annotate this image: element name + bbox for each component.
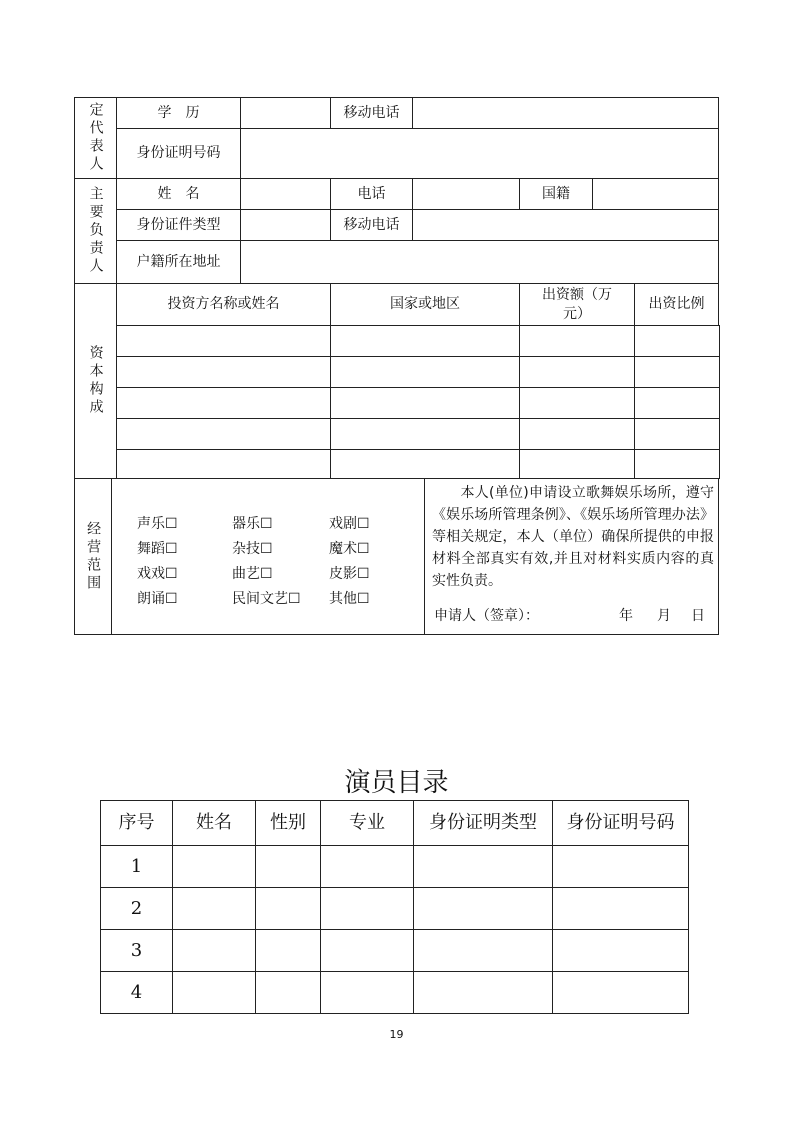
performers-cell[interactable] <box>255 887 321 930</box>
mobile-label: 移动电话 <box>330 97 413 129</box>
capital-header-ratio: 出资比例 <box>634 283 719 326</box>
education-label: 学 历 <box>116 97 241 129</box>
page-number: 19 <box>389 1028 404 1041</box>
month-label: 月 <box>657 608 671 624</box>
performers-header: 姓名 <box>172 800 256 846</box>
id-type-label: 身份证件类型 <box>116 209 241 241</box>
mobile-field[interactable] <box>412 97 719 129</box>
capital-cell[interactable] <box>116 449 331 479</box>
capital-cell[interactable] <box>330 449 520 479</box>
performers-cell[interactable] <box>413 929 553 972</box>
capital-cell[interactable] <box>519 387 635 419</box>
capital-cell[interactable] <box>116 387 331 419</box>
performers-cell[interactable] <box>172 845 256 888</box>
scope-item[interactable]: 民间文艺☐ <box>232 591 301 607</box>
signer-label: 申请人（签章）： <box>434 608 539 624</box>
scope-item[interactable]: 其他☐ <box>329 591 370 607</box>
row-number: 1 <box>100 845 173 888</box>
id-type-field[interactable] <box>240 209 331 241</box>
capital-header-investor: 投资方名称或姓名 <box>116 283 331 326</box>
capital-cell[interactable] <box>116 325 331 357</box>
principal-mobile-label: 移动电话 <box>330 209 413 241</box>
capital-cell[interactable] <box>519 325 635 357</box>
performers-header: 性别 <box>255 800 321 846</box>
scope-label: 经营范围 <box>74 478 112 635</box>
capital-cell[interactable] <box>519 449 635 479</box>
row-number: 3 <box>100 929 173 972</box>
performers-cell[interactable] <box>255 971 321 1014</box>
principal-label: 主要负责人 <box>74 178 117 284</box>
row-number: 4 <box>100 971 173 1014</box>
performers-header: 专业 <box>320 800 414 846</box>
performers-cell[interactable] <box>552 887 689 930</box>
capital-cell[interactable] <box>116 418 331 450</box>
capital-cell[interactable] <box>519 356 635 388</box>
capital-cell[interactable] <box>330 387 520 419</box>
id-number-field[interactable] <box>240 128 719 179</box>
capital-cell[interactable] <box>634 356 720 388</box>
capital-cell[interactable] <box>634 387 720 419</box>
performers-cell[interactable] <box>172 971 256 1014</box>
performers-cell[interactable] <box>172 929 256 972</box>
performers-cell[interactable] <box>552 971 689 1014</box>
capital-cell[interactable] <box>330 356 520 388</box>
scope-item[interactable]: 声乐☐ <box>137 516 178 532</box>
name-label: 姓 名 <box>116 178 241 210</box>
scope-item[interactable]: 皮影☐ <box>329 566 370 582</box>
phone-label: 电话 <box>330 178 413 210</box>
scope-item[interactable]: 朗诵☐ <box>137 591 178 607</box>
capital-cell[interactable] <box>634 449 720 479</box>
performers-title: 演员目录 <box>344 768 449 798</box>
performers-cell[interactable] <box>413 887 553 930</box>
principal-mobile-field[interactable] <box>412 209 719 241</box>
performers-cell[interactable] <box>413 845 553 888</box>
performers-cell[interactable] <box>413 971 553 1014</box>
capital-label: 资本构成 <box>74 283 117 479</box>
capital-cell[interactable] <box>116 356 331 388</box>
performers-header: 序号 <box>100 800 173 846</box>
scope-item[interactable]: 戏剧☐ <box>329 516 370 532</box>
capital-cell[interactable] <box>634 418 720 450</box>
performers-cell[interactable] <box>255 929 321 972</box>
scope-item[interactable]: 器乐☐ <box>232 516 273 532</box>
name-field[interactable] <box>240 178 331 210</box>
education-field[interactable] <box>240 97 331 129</box>
scope-item[interactable]: 舞蹈☐ <box>137 541 178 557</box>
performers-cell[interactable] <box>320 929 414 972</box>
performers-header: 身份证明号码 <box>552 800 689 846</box>
row-number: 2 <box>100 887 173 930</box>
day-label: 日 <box>691 608 705 624</box>
nationality-field[interactable] <box>592 178 719 210</box>
phone-field[interactable] <box>412 178 520 210</box>
performers-cell[interactable] <box>552 929 689 972</box>
scope-item[interactable]: 杂技☐ <box>232 541 273 557</box>
capital-header-country: 国家或地区 <box>330 283 520 326</box>
scope-item[interactable]: 戏戏☐ <box>137 566 178 582</box>
performers-cell[interactable] <box>552 845 689 888</box>
performers-cell[interactable] <box>320 845 414 888</box>
scope-item[interactable]: 魔术☐ <box>329 541 370 557</box>
performers-cell[interactable] <box>172 887 256 930</box>
declaration-text: 本人(单位)申请设立歌舞娱乐场所，遵守《娱乐场所管理条例》、《娱乐场所管理办法》等相关规定，本人（单位）确保所提供的申报材料全部真实有效,并且对材料实质内容的真实性负责。 <box>432 485 714 589</box>
scope-item[interactable]: 曲艺☐ <box>232 566 273 582</box>
year-label: 年 <box>619 608 633 624</box>
performers-cell[interactable] <box>255 845 321 888</box>
capital-cell[interactable] <box>519 418 635 450</box>
capital-cell[interactable] <box>330 418 520 450</box>
id-number-label: 身份证明号码 <box>116 128 241 179</box>
address-label: 户籍所在地址 <box>116 240 241 284</box>
performers-cell[interactable] <box>320 887 414 930</box>
nationality-label: 国籍 <box>519 178 593 210</box>
capital-header-amount: 出资额（万元） <box>519 283 635 326</box>
capital-cell[interactable] <box>330 325 520 357</box>
performers-cell[interactable] <box>320 971 414 1014</box>
capital-cell[interactable] <box>634 325 720 357</box>
performers-header: 身份证明类型 <box>413 800 553 846</box>
legal-rep-label: 定代表人 <box>74 97 117 179</box>
address-field[interactable] <box>240 240 719 284</box>
